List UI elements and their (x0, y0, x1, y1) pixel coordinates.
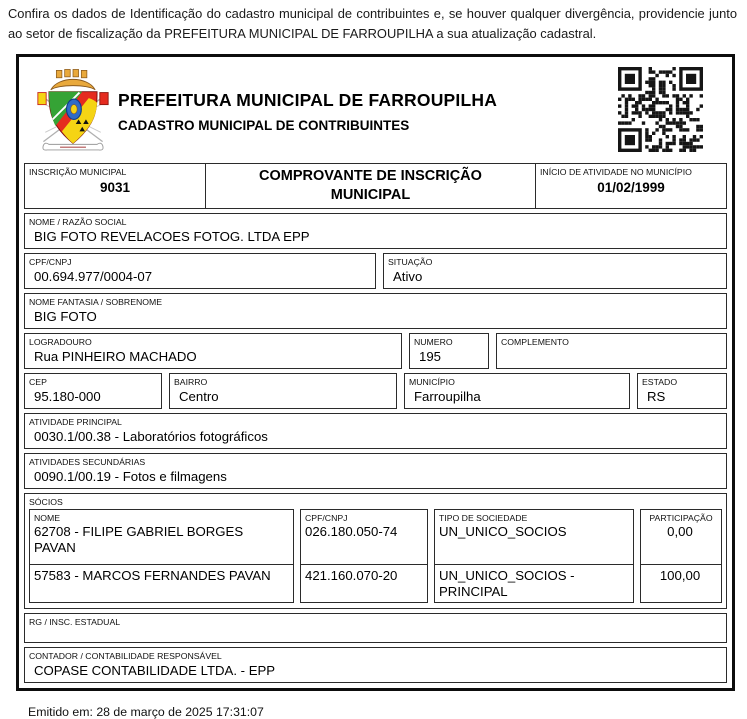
field-label: BAIRRO (174, 377, 208, 387)
field-rg-insc-estadual (24, 613, 727, 643)
field-nome-fantasia (24, 293, 727, 329)
field-label: LOGRADOURO (29, 337, 92, 347)
column-header: TIPO DE SOCIEDADE (439, 513, 528, 523)
socios-label: SÓCIOS (29, 497, 63, 507)
socio-cpf: 421.160.070-20 (301, 564, 427, 602)
field-value (25, 627, 726, 632)
socios-col-participacao (640, 509, 722, 603)
field-label: SITUAÇÃO (388, 257, 433, 267)
field-atividades-secundarias (24, 453, 727, 489)
field-label: ATIVIDADE PRINCIPAL (29, 417, 122, 427)
field-value: COPASE CONTABILIDADE LTDA. - EPP (34, 663, 276, 678)
qr-code (618, 67, 703, 152)
socio-cpf: 026.180.050-74 (305, 524, 398, 539)
field-label: CPF/CNPJ (29, 257, 72, 267)
socio-tipo: UN_UNICO_SOCIOS (439, 524, 567, 539)
coat-of-arms-icon (36, 66, 110, 158)
field-value: Farroupilha (414, 389, 481, 404)
field-value: 195 (419, 349, 442, 364)
socios-col-cpf (300, 509, 428, 603)
field-value: Centro (179, 389, 219, 404)
field-value: BIG FOTO REVELACOES FOTOG. LTDA EPP (34, 229, 310, 244)
emitted-timestamp: Emitido em: 28 de março de 2025 17:31:07 (28, 705, 264, 719)
field-complemento (496, 333, 727, 369)
field-value: Ativo (393, 269, 423, 284)
cpf-situacao-row (24, 253, 727, 289)
socio-participacao: 0,00 (667, 524, 693, 539)
socios-table (29, 509, 722, 603)
document-title-cell (206, 164, 536, 208)
field-label: COMPLEMENTO (501, 337, 569, 347)
field-value: 01/02/1999 (597, 180, 665, 195)
field-value: RS (647, 389, 666, 404)
field-label: NUMERO (414, 337, 453, 347)
field-cpf-cnpj (24, 253, 376, 289)
field-value (497, 347, 726, 352)
field-label: INÍCIO DE ATIVIDADE NO MUNICÍPIO (540, 167, 692, 177)
socios-section (24, 493, 727, 609)
column-header: NOME (34, 513, 61, 523)
field-inscricao-municipal (25, 164, 206, 208)
header-titles (118, 90, 618, 133)
field-razao-social (24, 213, 727, 249)
certificate-document (16, 54, 735, 691)
field-label: ESTADO (642, 377, 678, 387)
field-municipio (404, 373, 630, 409)
field-label: NOME FANTASIA / SOBRENOME (29, 297, 163, 307)
field-bairro (169, 373, 397, 409)
field-cep (24, 373, 162, 409)
cep-row (24, 373, 727, 409)
endereco-row (24, 333, 727, 369)
socios-col-nome (29, 509, 294, 603)
field-contador (24, 647, 727, 683)
socio-nome: 62708 - FILIPE GABRIEL BORGES PAVAN (34, 524, 244, 555)
registry-subtitle: CADASTRO MUNICIPAL DE CONTRIBUINTES (118, 117, 410, 133)
field-label: RG / INSC. ESTADUAL (29, 617, 121, 627)
field-label: INSCRIÇÃO MUNICIPAL (29, 167, 127, 177)
field-value: 9031 (99, 180, 131, 195)
document-header (24, 61, 727, 161)
field-value: 0090.1/00.19 - Fotos e filmagens (34, 469, 227, 484)
field-value: Rua PINHEIRO MACHADO (34, 349, 197, 364)
field-value: 0030.1/00.38 - Laboratórios fotográficos (34, 429, 268, 444)
field-inicio-atividade (536, 164, 726, 208)
field-label: MUNICÍPIO (409, 377, 455, 387)
field-numero (409, 333, 489, 369)
field-label: NOME / RAZÃO SOCIAL (29, 217, 127, 227)
field-value: 95.180-000 (34, 389, 101, 404)
field-label: CONTADOR / CONTABILIDADE RESPONSÁVEL (29, 651, 222, 661)
socio-participacao: 100,00 (641, 564, 721, 602)
field-label: CEP (29, 377, 47, 387)
column-header: PARTICIPAÇÃO (649, 513, 713, 523)
field-logradouro (24, 333, 402, 369)
field-atividade-principal (24, 413, 727, 449)
column-header: CPF/CNPJ (305, 513, 348, 523)
field-value: BIG FOTO (34, 309, 97, 324)
intro-notice: Confira os dados de Identificação do cadastro municipal de contribuintes e, se houver qualquer divergência, providencie junto ao setor de fiscalização da PREFEITURA MUNICIPAL DE FARROUPILHA a sua atualização cadastral. (8, 6, 737, 41)
field-value: 00.694.977/0004-07 (34, 269, 153, 284)
field-label: ATIVIDADES SECUNDÁRIAS (29, 457, 146, 467)
socio-tipo: UN_UNICO_SOCIOS - PRINCIPAL (435, 564, 633, 602)
socios-col-tipo (434, 509, 634, 603)
municipality-title: PREFEITURA MUNICIPAL DE FARROUPILHA (118, 89, 498, 110)
field-situacao (383, 253, 727, 289)
socio-nome: 57583 - MARCOS FERNANDES PAVAN (30, 564, 293, 602)
document-title: COMPROVANTE DE INSCRIÇÃO MUNICIPAL (259, 168, 482, 203)
header-info-row (24, 163, 727, 209)
field-estado (637, 373, 727, 409)
